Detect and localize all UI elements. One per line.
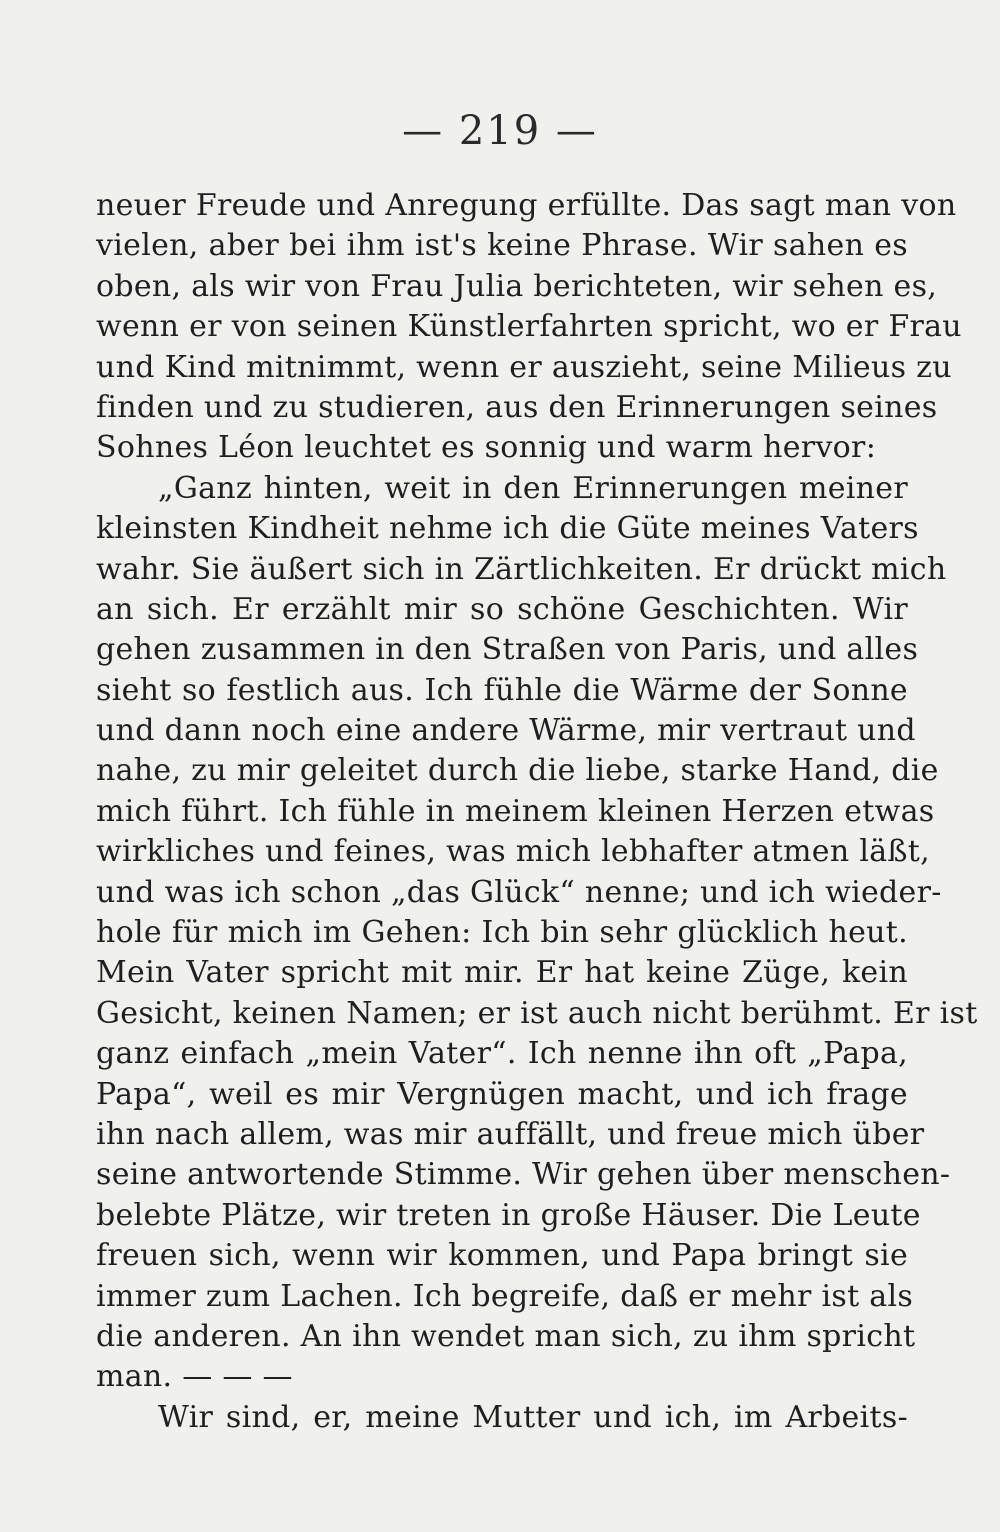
paragraph (96, 186, 962, 469)
text-line: sieht so festlich aus. Ich fühle die Wärme der Sonne (96, 672, 908, 708)
text-line: an sich. Er erzählt mir so schöne Geschichten. Wir (96, 591, 908, 627)
text-line: kleinsten Kindheit nehme ich die Güte meines Vaters (96, 511, 919, 547)
text-line: ganz einfach „mein Vater“. Ich nenne ihn oft „Papa, (96, 1036, 908, 1072)
text-line: hole für mich im Gehen: Ich bin sehr glücklich heut. (96, 915, 908, 951)
text-line: Gesicht, keinen Namen; er ist auch nicht berühmt. Er ist (96, 995, 978, 1031)
text-line: und was ich schon „das Glück“ nenne; und ich wieder- (96, 874, 942, 910)
text-line: mich führt. Ich fühle in meinem kleinen Herzen etwas (96, 793, 935, 829)
text-line: seine antwortende Stimme. Wir gehen über menschen- (96, 1157, 951, 1193)
text-line: und Kind mitnimmt, wenn er auszieht, seine Milieus zu (96, 349, 952, 385)
text-line: „Ganz hinten, weit in den Erinnerungen meiner (158, 470, 908, 506)
text-line: wenn er von seinen Künstlerfahrten spricht, wo er Frau (96, 309, 962, 345)
text-line: und dann noch eine andere Wärme, mir vertraut und (96, 713, 916, 749)
text-line: oben, als wir von Frau Julia berichteten, wir sehen es, (96, 268, 938, 304)
body-text (96, 186, 978, 1438)
text-line: freuen sich, wenn wir kommen, und Papa bringt sie (96, 1238, 908, 1274)
text-line: nahe, zu mir geleitet durch die liebe, starke Hand, die (96, 753, 939, 789)
text-line: Mein Vater spricht mit mir. Er hat keine Züge, kein (96, 955, 908, 991)
text-line: Sohnes Léon leuchtet es sonnig und warm hervor: (96, 430, 877, 466)
text-line: belebte Plätze, wir treten in große Häuser. Die Leute (96, 1197, 921, 1233)
text-line: finden und zu studieren, aus den Erinnerungen seines (96, 389, 938, 425)
text-line: wirkliches und feines, was mich lebhafter atmen läßt, (96, 834, 930, 870)
text-line: die anderen. An ihn wendet man sich, zu ihm spricht (96, 1318, 916, 1354)
text-line: immer zum Lachen. Ich begreife, daß er mehr ist als (96, 1278, 914, 1314)
text-line: neuer Freude und Anregung erfüllte. Das sagt man von (96, 188, 957, 223)
text-line: wahr. Sie äußert sich in Zärtlichkeiten. Er drückt mich (96, 551, 947, 587)
text-line: vielen, aber bei ihm ist's keine Phrase. Wir sahen es (96, 228, 908, 264)
text-line: man. — — — (96, 1359, 293, 1395)
page-number: — 219 — (402, 108, 598, 154)
text-line: Papa“, weil es mir Vergnügen macht, und ich frage (96, 1076, 908, 1112)
text-line: Wir sind, er, meine Mutter und ich, im Arbeits- (158, 1399, 908, 1435)
paragraph (96, 1398, 908, 1438)
text-line: gehen zusammen in den Straßen von Paris, und alles (96, 632, 919, 668)
paragraph (96, 469, 978, 1398)
text-line: ihn nach allem, was mir auffällt, und freue mich über (96, 1116, 925, 1152)
